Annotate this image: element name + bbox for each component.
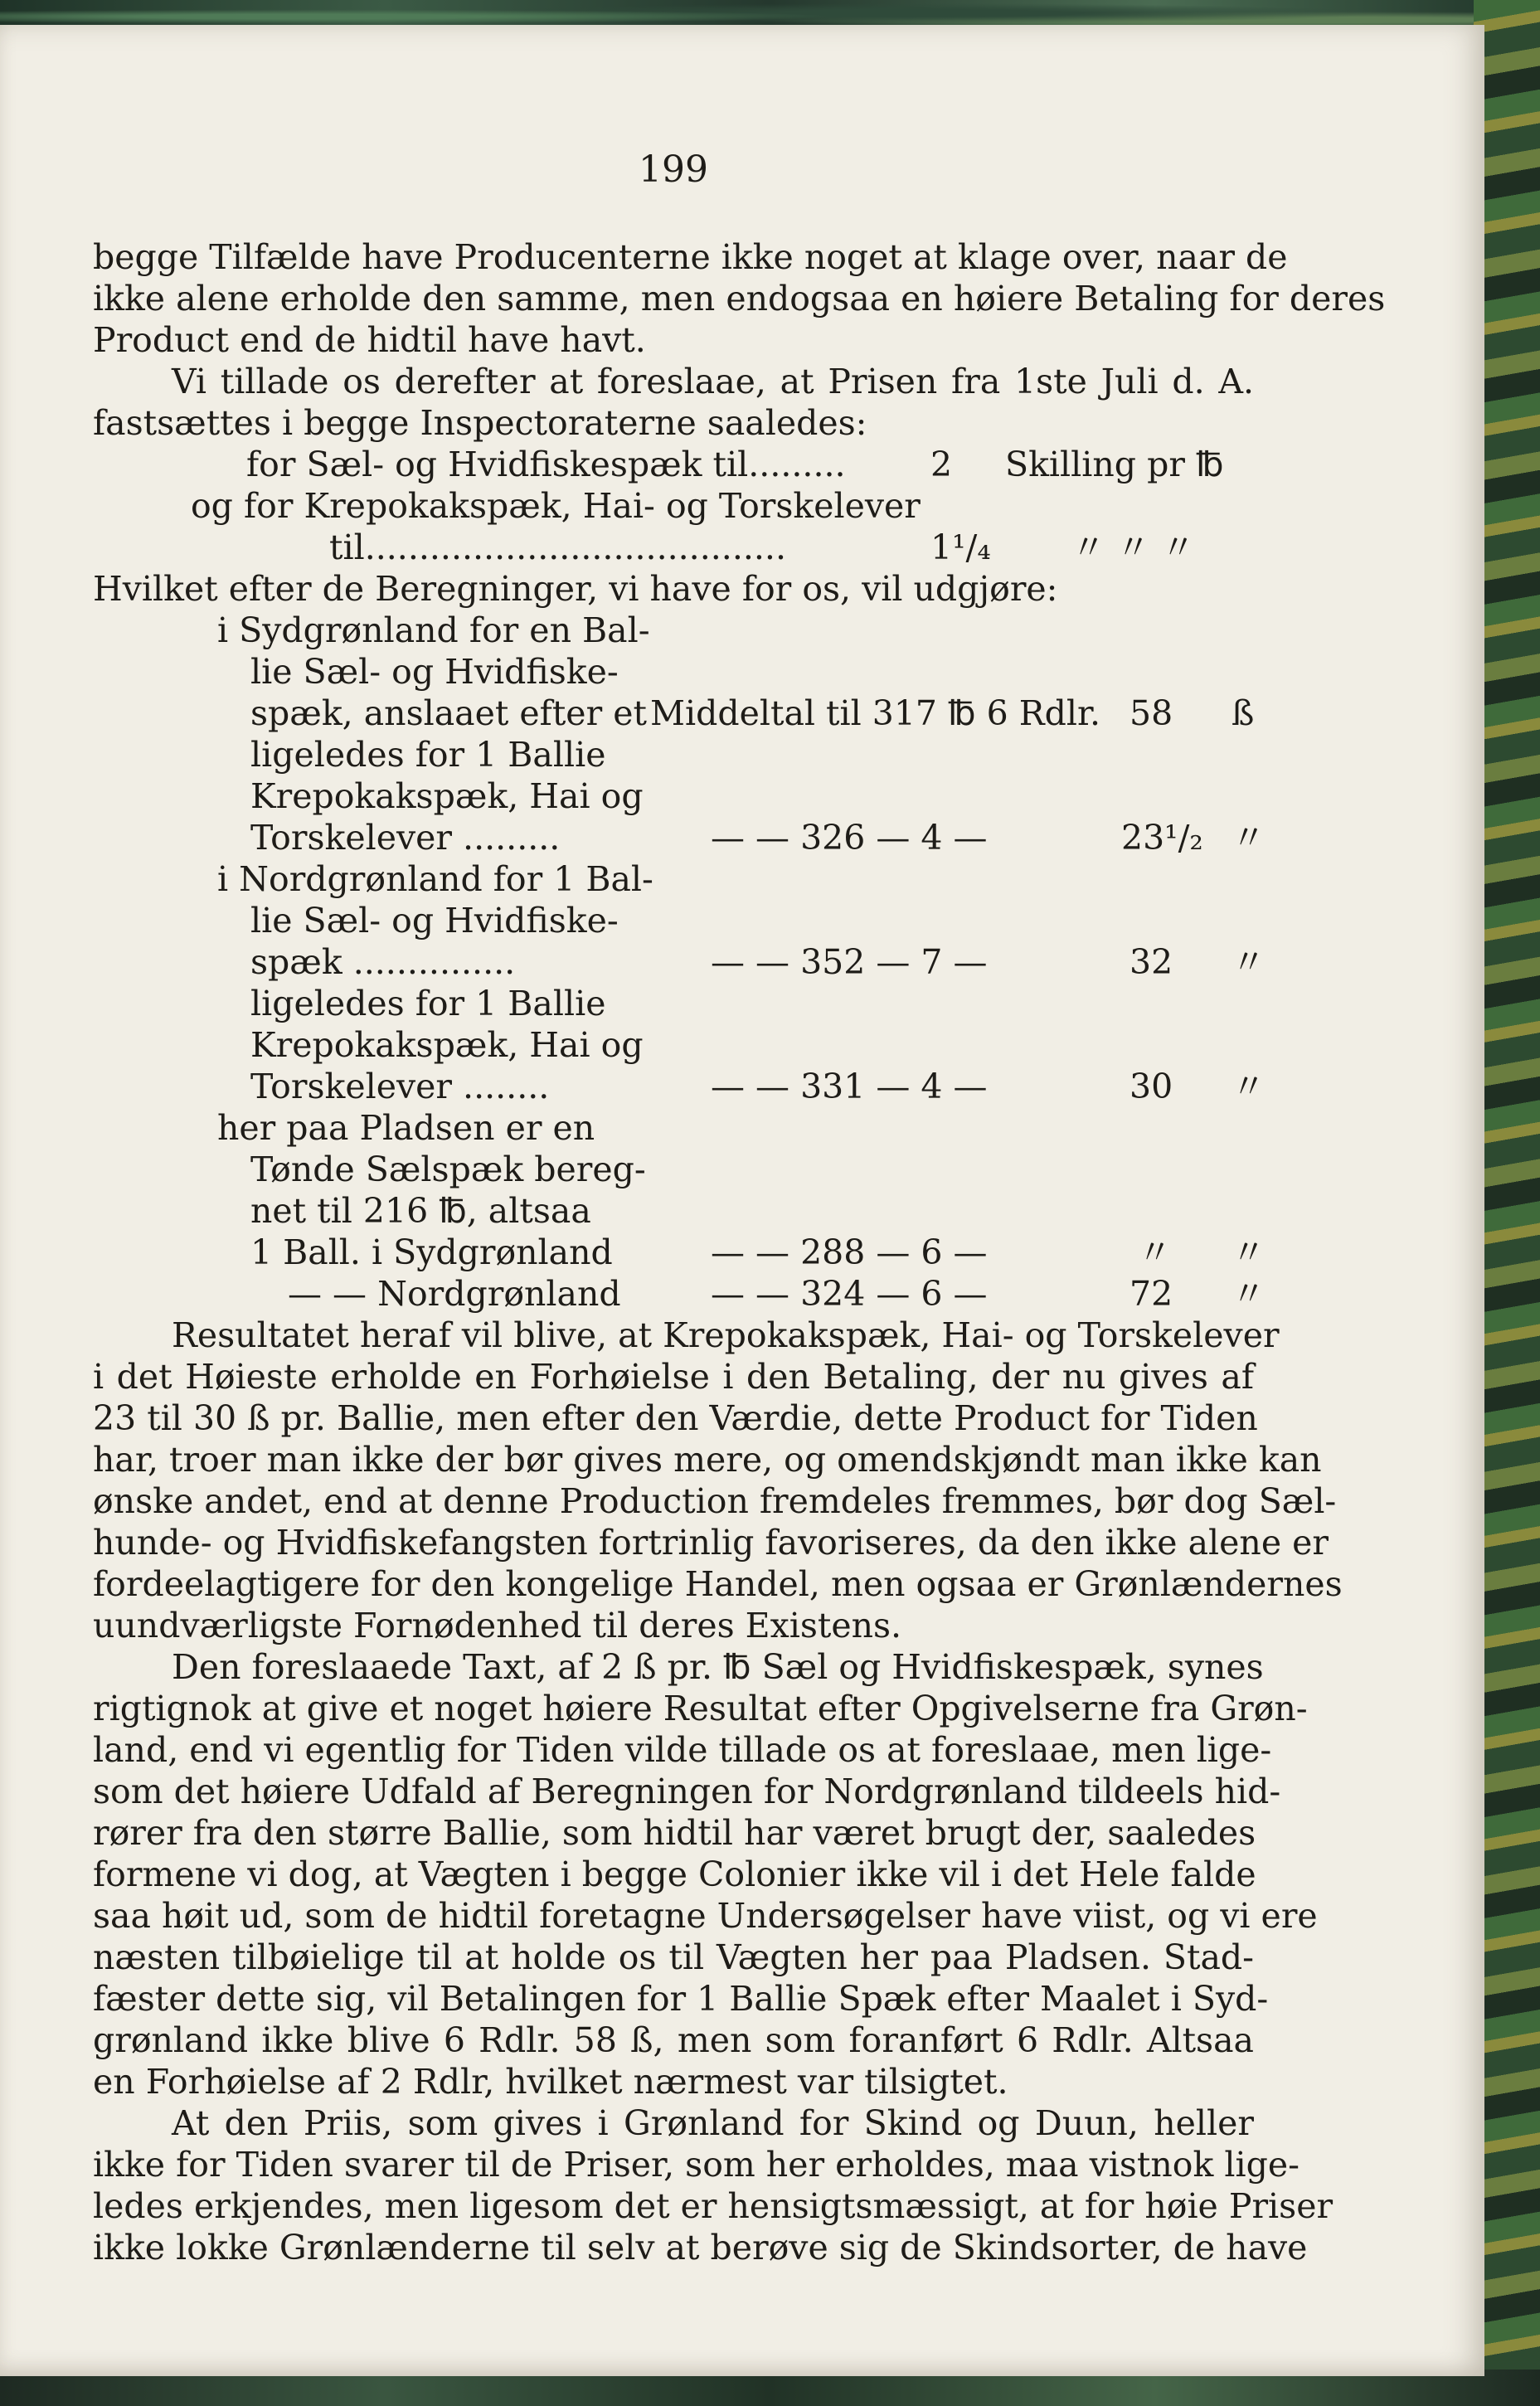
rate-unit: 〃 〃 〃 [1071,527,1196,567]
calc-mid: Middeltal til 317 ℔ 6 Rdlr. [650,693,1101,733]
calc-value: 32 [1129,942,1173,982]
calc-unit: 〃 [1232,1274,1266,1314]
calc-mid: — — 324 — 6 — [711,1274,988,1314]
rate-desc: og for Krepokakspæk, Hai- og Torskelever [191,486,921,526]
text-line: fordeelagtigere for den kongelige Handel, men ogsaa er Grønlændernes [93,1564,1343,1604]
calc-mid: — — 326 — 4 — [711,818,988,858]
text-line: Resultatet heraf vil blive, at Krepokakspæk, Hai- og Torskelever [172,1315,1280,1355]
text-line: begge Tilfælde have Producenterne ikke noget at klage over, naar de [93,237,1288,277]
calc-desc: i Sydgrønland for en Bal- [217,610,650,650]
calc-row [93,941,1266,983]
text-line: saa høit ud, som de hidtil foretagne Undersøgelser have viist, og vi ere [93,1896,1318,1936]
rate-desc: til....................................... [329,527,786,567]
calc-desc: Krepokakspæk, Hai og [250,776,644,816]
text-line: ikke lokke Grønlænderne til selv at berøve sig de Skindsorter, de have [93,2228,1308,2267]
text-line: en Forhøielse af 2 Rdlr, hvilket nærmest var tilsigtet. [93,2062,1008,2102]
text-line: Product end de hidtil have havt. [93,320,646,360]
calc-unit: 〃 [1232,942,1266,982]
page-number: 199 [639,148,708,191]
calc-desc: lie Sæl- og Hvidfiske- [250,901,619,941]
calc-row [93,1232,1266,1273]
calc-desc: net til 216 ℔, altsaa [250,1191,591,1231]
rate-value: 2 [930,445,953,484]
calc-desc: ligeledes for 1 Ballie [250,984,606,1023]
text-line: næsten tilbøielige til at holde os til Vægten her paa Pladsen. Stad- [93,1937,1254,1977]
calc-value: 23¹/₂ [1121,818,1203,858]
calc-mid: — — 288 — 6 — [711,1232,988,1272]
text-line: At den Priis, som gives i Grønland for Skind og Duun, heller [172,2103,1254,2143]
calc-row [93,1273,1266,1315]
calc-row [93,693,1254,734]
calc-desc: i Nordgrønland for 1 Bal- [217,859,653,899]
calc-value: 〃 [1138,1232,1172,1272]
calc-desc: Torskelever ......... [250,818,561,858]
text-line: fæster dette sig, vil Betalingen for 1 Ballie Spæk efter Maalet i Syd- [93,1979,1269,2019]
text-line: formene vi dog, at Vægten i begge Colonier ikke vil i det Hele falde [93,1854,1256,1894]
text-line: i det Høieste erholde en Forhøielse i den Betaling, der nu gives af [93,1357,1254,1397]
text-line: ønske andet, end at denne Production fremdeles fremmes, bør dog Sæl- [93,1481,1337,1521]
calc-desc: her paa Pladsen er en [217,1108,595,1148]
calc-desc: spæk ............... [250,942,516,982]
book-page [0,25,1484,2376]
text-line: 23 til 30 ß pr. Ballie, men efter den Værdie, dette Product for Tiden [93,1398,1258,1438]
calc-desc: — — Nordgrønland [288,1274,621,1314]
text-line: som det høiere Udfald af Beregningen for Nordgrønland tildeels hid- [93,1772,1281,1811]
text-line: grønland ikke blive 6 Rdlr. 58 ß, men som foranført 6 Rdlr. Altsaa [93,2020,1254,2060]
calc-row [93,1066,1266,1107]
calc-row [93,817,1266,858]
calc-desc: spæk, anslaaet efter et [250,693,647,733]
text-line: Hvilket efter de Beregninger, vi have for os, vil udgjøre: [93,569,1058,609]
calc-desc: Tønde Sælspæk bereg- [250,1150,646,1189]
rate-row [93,527,1254,568]
calc-desc: ligeledes for 1 Ballie [250,735,606,775]
calc-unit: 〃 [1232,1067,1266,1106]
calc-desc: 1 Ball. i Sydgrønland [250,1232,613,1272]
calc-unit: ß [1232,693,1255,733]
text-line: land, end vi egentlig for Tiden vilde tillade os at foreslaae, men lige- [93,1730,1272,1770]
calc-mid: — — 352 — 7 — [711,942,988,982]
calc-desc: Krepokakspæk, Hai og [250,1025,644,1065]
calc-unit: 〃 [1232,818,1266,858]
calc-value: 72 [1129,1274,1173,1314]
text-line: fastsættes i begge Inspectoraterne saaledes: [93,403,867,443]
text-line: rører fra den større Ballie, som hidtil har været brugt der, saaledes [93,1813,1256,1853]
text-line: ikke for Tiden svarer til de Priser, som her erholdes, maa vistnok lige- [93,2145,1300,2185]
text-line: ledes erkjendes, men ligesom det er hensigtsmæssigt, at for høie Priser [93,2186,1334,2226]
rate-desc: for Sæl- og Hvidfiskespæk til......... [246,445,846,484]
text-line: har, troer man ikke der bør gives mere, og omendskjøndt man ikke kan [93,1440,1322,1480]
text-line: hunde- og Hvidfiskefangsten fortrinlig favoriseres, da den ikke alene er [93,1523,1329,1563]
text-line: rigtignok at give et noget høiere Resultat efter Opgivelserne fra Grøn- [93,1689,1308,1728]
text-line: ikke alene erholde den samme, men endogsaa en høiere Betaling for deres [93,279,1386,318]
text-line: uundværligste Fornødenhed til deres Existens. [93,1606,902,1645]
rate-row [93,485,1254,527]
calc-unit: 〃 [1232,1232,1266,1272]
rate-unit: Skilling pr ℔ [1005,445,1224,484]
rate-row [93,444,1254,485]
calc-value: 30 [1129,1067,1173,1106]
calc-value: 58 [1129,693,1173,733]
text-line: Den foreslaaede Taxt, af 2 ß pr. ℔ Sæl og Hvidfiskespæk, synes [172,1647,1264,1687]
calc-desc: lie Sæl- og Hvidfiske- [250,652,619,692]
calc-mid: — — 331 — 4 — [711,1067,988,1106]
text-line: Vi tillade os derefter at foreslaae, at Prisen fra 1ste Juli d. A. [172,362,1254,401]
calc-desc: Torskelever ........ [250,1067,550,1106]
rate-value: 1¹/₄ [930,527,991,567]
